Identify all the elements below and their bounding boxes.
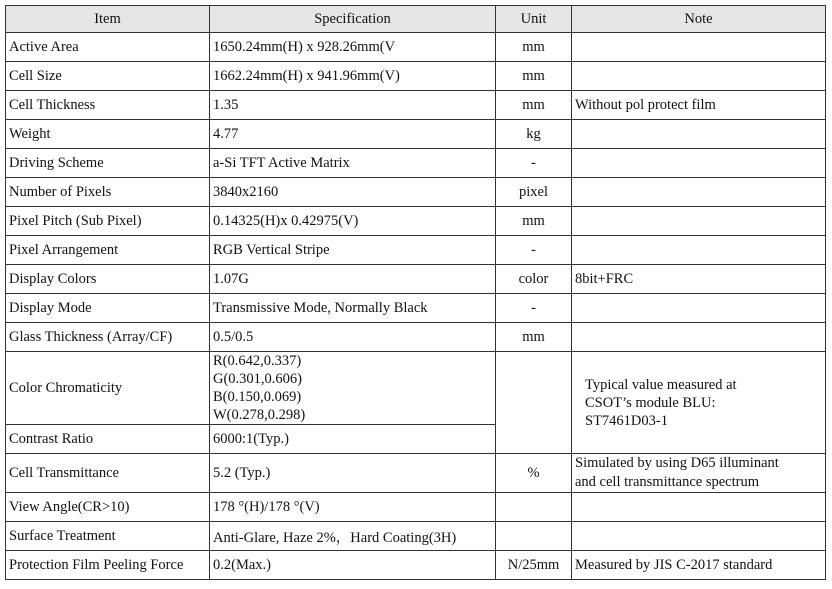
spec-cell: 3840x2160 [210,178,496,207]
item-cell: Pixel Pitch (Sub Pixel) [6,207,210,236]
item-cell: Glass Thickness (Array/CF) [6,323,210,352]
unit-cell: color [496,265,572,294]
note-cell: Measured by JIS C-2017 standard [572,551,826,580]
unit-cell: mm [496,91,572,120]
header-specification: Specification [210,6,496,33]
table-row [6,493,826,522]
item-cell: View Angle(CR>10) [6,493,210,522]
unit-cell: mm [496,323,572,352]
table-row [6,149,826,178]
spec-cell: 0.2(Max.) [210,551,496,580]
unit-cell [496,352,572,454]
table-row-transmittance [6,454,826,493]
note-cell [572,493,826,522]
spec-cell: a-Si TFT Active Matrix [210,149,496,178]
item-cell: Cell Size [6,62,210,91]
note-cell [572,33,826,62]
note-cell [572,236,826,265]
table-row-chromaticity [6,352,826,425]
item-cell: Protection Film Peeling Force [6,551,210,580]
table-row [6,323,826,352]
spec-cell: 1.07G [210,265,496,294]
spec-cell: Transmissive Mode, Normally Black [210,294,496,323]
table-row [6,120,826,149]
table-row [6,91,826,120]
spec-cell: 5.2 (Typ.) [210,454,496,493]
spec-cell: 178 °(H)/178 °(V) [210,493,496,522]
table-row [6,294,826,323]
chromaticity-white: W(0.278,0.298) [213,407,306,423]
item-cell: Active Area [6,33,210,62]
item-cell: Weight [6,120,210,149]
note-cell [572,207,826,236]
unit-cell: - [496,236,572,265]
item-cell: Surface Treatment [6,522,210,551]
table-row [6,207,826,236]
item-cell: Display Mode [6,294,210,323]
note-line: and cell transmittance spectrum [575,474,759,490]
item-cell: Cell Transmittance [6,454,210,493]
spec-cell: Anti-Glare, Haze 2%，Hard Coating(3H) [210,522,496,551]
item-cell: Number of Pixels [6,178,210,207]
unit-cell: % [496,454,572,493]
note-line: ST7461D03-1 [585,412,668,429]
spec-cell: 1650.24mm(H) x 928.26mm(V [210,33,496,62]
table-header-row [6,6,826,33]
table-row [6,236,826,265]
unit-cell: pixel [496,178,572,207]
spec-cell: 1.35 [210,91,496,120]
unit-cell [496,493,572,522]
chromaticity-green: G(0.301,0.606) [213,371,303,387]
note-cell [572,178,826,207]
note-cell [572,323,826,352]
spec-cell: 1662.24mm(H) x 941.96mm(V) [210,62,496,91]
spec-cell: 4.77 [210,120,496,149]
note-line: Typical value measured at [585,376,737,393]
item-cell: Cell Thickness [6,91,210,120]
note-cell [572,352,826,454]
unit-cell: mm [496,33,572,62]
spec-cell: 0.5/0.5 [210,323,496,352]
unit-cell: mm [496,207,572,236]
item-cell: Color Chromaticity [6,352,210,425]
note-cell [572,522,826,551]
spec-cell [210,352,496,425]
note-cell [572,120,826,149]
table-row [6,265,826,294]
note-cell: 8bit+FRC [572,265,826,294]
header-item: Item [6,6,210,33]
unit-cell [496,522,572,551]
spec-cell: 6000:1(Typ.) [210,425,496,454]
unit-cell: - [496,294,572,323]
unit-cell: - [496,149,572,178]
note-cell [572,149,826,178]
header-note: Note [572,6,826,33]
unit-cell: mm [496,62,572,91]
unit-cell: N/25mm [496,551,572,580]
header-unit: Unit [496,6,572,33]
note-cell [572,62,826,91]
note-line: CSOT’s module BLU: [585,394,716,411]
table-row [6,522,826,551]
lcd-spec-table [5,5,826,580]
table-row [6,178,826,207]
table-row [6,33,826,62]
chromaticity-red: R(0.642,0.337) [213,353,302,369]
note-cell [572,454,826,493]
chromaticity-blue: B(0.150,0.069) [213,389,302,405]
unit-cell: kg [496,120,572,149]
note-cell [572,294,826,323]
note-cell: Without pol protect film [572,91,826,120]
spec-cell: 0.14325(H)x 0.42975(V) [210,207,496,236]
item-cell: Display Colors [6,265,210,294]
note-line: Simulated by using D65 illuminant [575,455,779,471]
item-cell: Driving Scheme [6,149,210,178]
item-cell: Contrast Ratio [6,425,210,454]
table-row [6,62,826,91]
table-row [6,551,826,580]
item-cell: Pixel Arrangement [6,236,210,265]
spec-cell: RGB Vertical Stripe [210,236,496,265]
